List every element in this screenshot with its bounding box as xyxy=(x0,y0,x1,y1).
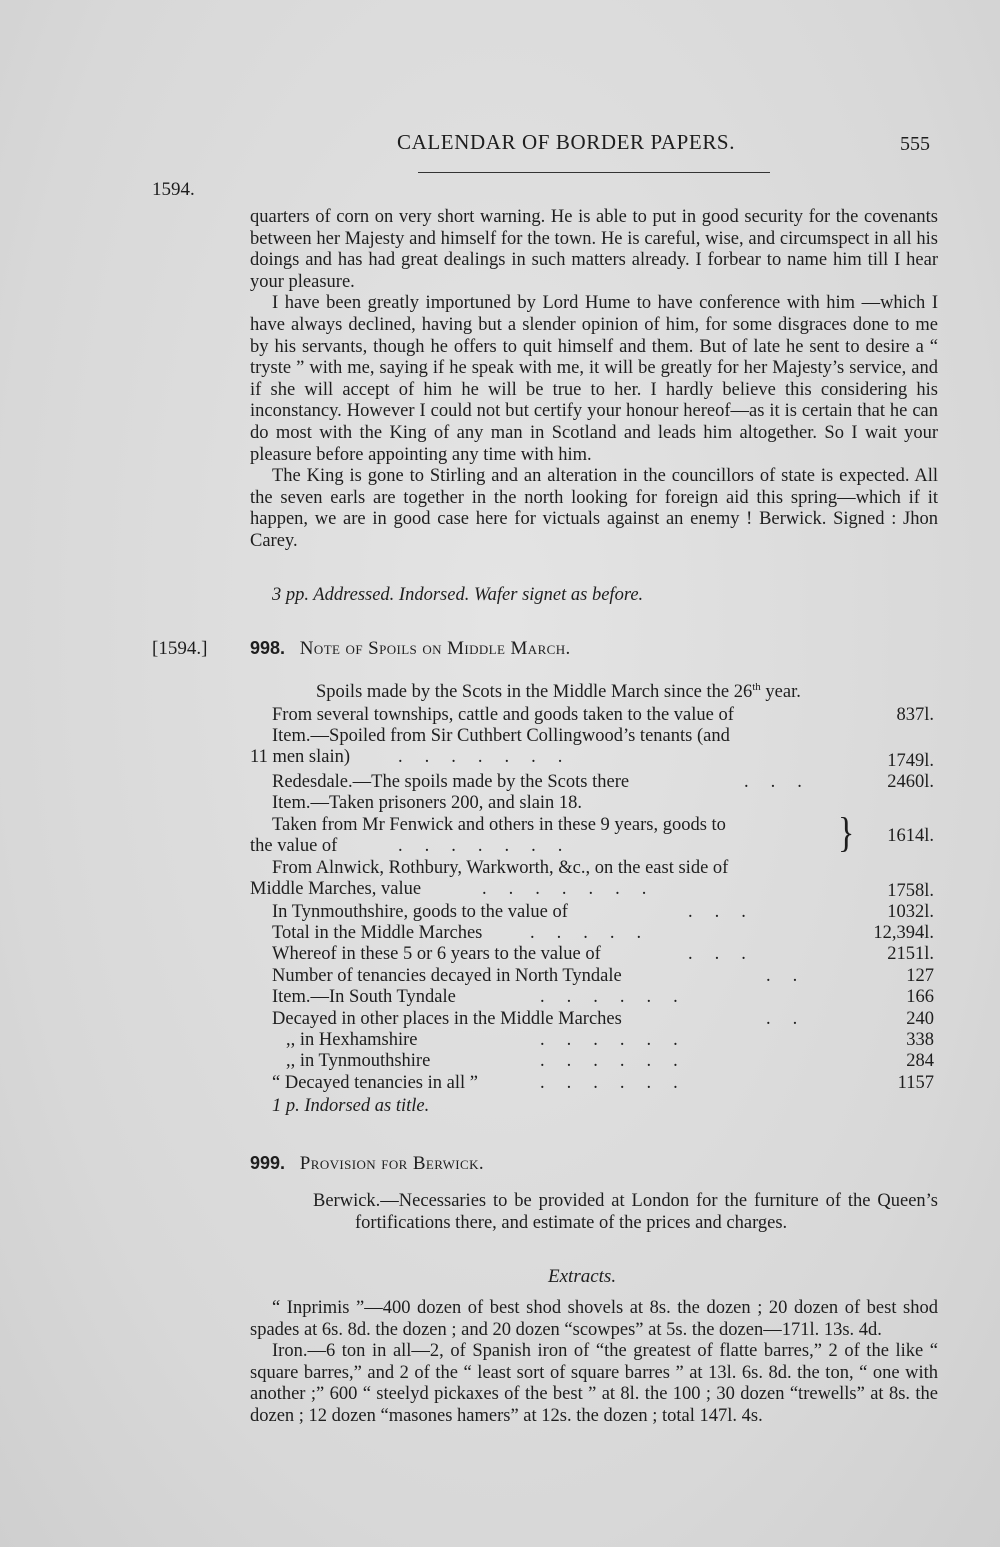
spoils-row-value: 1749l. xyxy=(887,751,934,771)
letter-paragraph-1: quarters of corn on very short warning. He is able to put in good security for the covenants between her Majesty and himself for the town. He is careful, wise, and circumspect in all his doings and has had great dealings in such matters already. I forbear to name him till I hear your pleasure. xyxy=(250,207,938,292)
spoils-row-text: 11 men slain) xyxy=(250,747,351,767)
entry-998-heading xyxy=(250,638,571,660)
lead-end: year. xyxy=(760,682,801,703)
entry-998-title: Note of Spoils on Middle March. xyxy=(299,638,571,659)
leader-dots: .. xyxy=(766,1009,820,1029)
entry-999-body xyxy=(250,1298,938,1428)
spoils-row-text: the value of xyxy=(250,836,338,856)
spoils-row-text: ,, in Hexhamshire xyxy=(286,1030,418,1050)
leader-dots: ... xyxy=(688,902,768,922)
entry-998-lead xyxy=(316,681,801,703)
leader-dots: ....... xyxy=(482,879,669,899)
entry-998-margin-date: [1594.] xyxy=(152,638,208,659)
entry-999-title: Provision for Berwick. xyxy=(299,1153,485,1174)
leader-dots: ....... xyxy=(398,836,585,856)
spoils-row-text: Total in the Middle Marches xyxy=(272,923,483,943)
header-rule xyxy=(418,172,770,173)
spoils-row-value: 1157 xyxy=(897,1073,934,1093)
spoils-row-text: “ Decayed tenancies in all ” xyxy=(272,1073,478,1093)
spoils-row-value: 284 xyxy=(906,1051,934,1071)
leader-dots: .. xyxy=(766,966,820,986)
entry-999-summary-block xyxy=(250,1191,938,1234)
spoils-row-text: From several townships, cattle and goods taken to the value of xyxy=(272,705,734,725)
spoils-row-value: 1614l. xyxy=(887,826,934,846)
letter-body xyxy=(250,207,938,553)
entry-999-heading xyxy=(250,1153,484,1175)
spoils-row-text: Item.—In South Tyndale xyxy=(272,987,456,1007)
entry-999-number: 999. xyxy=(250,1153,286,1173)
spoils-row-value: 240 xyxy=(906,1009,934,1029)
leader-dots: ....... xyxy=(398,747,585,767)
page-number: 555 xyxy=(900,133,930,155)
spoils-row-text: Redesdale.—The spoils made by the Scots there xyxy=(272,772,630,792)
running-title: CALENDAR OF BORDER PAPERS. xyxy=(397,130,736,154)
leader-dots: ...... xyxy=(540,1073,700,1093)
spoils-row-text: Decayed in other places in the Middle Marches xyxy=(272,1009,622,1029)
leader-dots: ... xyxy=(744,772,824,792)
entry-999-summary: Berwick.—Necessaries to be provided at London for the furniture of the Queen’s fortifications there, and estimate of the prices and charges. xyxy=(313,1191,938,1233)
extracts-label: Extracts. xyxy=(548,1266,617,1287)
lead-sup: th xyxy=(752,681,761,693)
leader-dots: ... xyxy=(688,944,768,964)
letter-paragraph-2: I have been greatly importuned by Lord Hume to have conference with him —which I have always declined, having but a slender opinion of him, for some disgraces done to me by his servants, though he offers to quit himself and them. But of late he sent to desire a “ tryste ” with me, saying if he speak with me, it will be greatly for her Majesty’s service, and if she will accept of him he will be true to her. I hardly believe this considering his inconstancy. However I could not but certify your honour hereof—as it is certain that he can do most with the King of any man in Scotland and leads him altogether. So I wait your pleasure before appointing any time with him. xyxy=(250,293,938,465)
spoils-row-text: Whereof in these 5 or 6 years to the value of xyxy=(272,944,601,964)
spoils-row-text: Taken from Mr Fenwick and others in these 9 years, goods to xyxy=(272,815,726,835)
spoils-row-value: 12,394l. xyxy=(873,923,934,943)
spoils-row-value: 2151l. xyxy=(887,944,934,964)
spoils-row-value: 1758l. xyxy=(887,881,934,901)
leader-dots: ...... xyxy=(540,1030,700,1050)
brace-glyph: } xyxy=(838,810,855,857)
spoils-row-value: 2460l. xyxy=(887,772,934,792)
extract-paragraph-2: Iron.—6 ton in all—2, of Spanish iron of “the greatest of flatte barres,” 2 of the like “ square barres,” and 2 of the “ least sort of square barres ” at 13l. 6s. 8d. the ton, “ one with another ;” 600 “ steelyd pickaxes of the best ” at 8l. the 100 ; 30 dozen “trewells” at 8s. the dozen ; 12 dozen “masones hamers” at 12s. the dozen ; total 147l. 4s. xyxy=(250,1341,938,1426)
spoils-row-text: Item.—Spoiled from Sir Cuthbert Collingwood’s tenants (and xyxy=(272,726,730,746)
lead-text: Spoils made by the Scots in the Middle March since the 26 xyxy=(316,682,753,703)
spoils-row-text: From Alnwick, Rothbury, Warkworth, &c., on the east side of xyxy=(272,858,729,878)
extract-paragraph-1: “ Inprimis ”—400 dozen of best shod shovels at 8s. the dozen ; 20 dozen of best shod spades at 6s. 8d. the dozen ; and 20 dozen “scowpes” at 5s. the dozen—171l. 13s. 4d. xyxy=(250,1298,938,1340)
entry-998-footnote: 1 p. Indorsed as title. xyxy=(272,1096,430,1116)
spoils-row-text: Number of tenancies decayed in North Tyndale xyxy=(272,966,622,986)
margin-year: 1594. xyxy=(152,179,195,200)
spoils-row-text: In Tynmouthshire, goods to the value of xyxy=(272,902,568,922)
leader-dots: ...... xyxy=(540,987,700,1007)
spoils-row-text: Middle Marches, value xyxy=(250,879,422,899)
spoils-row-value: 837l. xyxy=(896,705,934,725)
spoils-row-value: 166 xyxy=(906,987,934,1007)
spoils-row-text: ,, in Tynmouthshire xyxy=(286,1051,431,1071)
leader-dots: ...... xyxy=(540,1051,700,1071)
spoils-row-value: 338 xyxy=(906,1030,934,1050)
spoils-row-value: 1032l. xyxy=(887,902,934,922)
letter-paragraph-3: The King is gone to Stirling and an alteration in the councillors of state is expected. All the seven earls are together in the north looking for foreign aid this spring—which if it happen, we are in good case here for victuals against an enemy ! Berwick. Signed : Jhon Carey. xyxy=(250,466,938,551)
spoils-row-value: 127 xyxy=(906,966,934,986)
entry-998-number: 998. xyxy=(250,638,286,658)
letter-footnote: 3 pp. Addressed. Indorsed. Wafer signet as before. xyxy=(272,585,644,605)
leader-dots: ..... xyxy=(530,923,664,943)
spoils-row-text: Item.—Taken prisoners 200, and slain 18. xyxy=(272,793,583,813)
